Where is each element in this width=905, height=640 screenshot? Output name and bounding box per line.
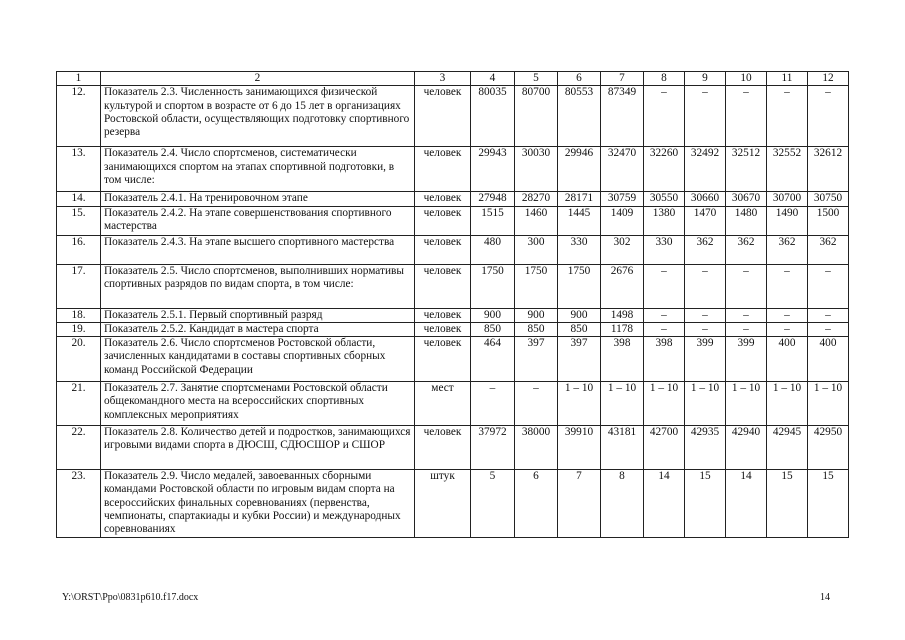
value-cell: – bbox=[808, 308, 849, 322]
value-cell: 30030 bbox=[515, 147, 558, 192]
value-cell: – bbox=[808, 264, 849, 308]
value-cell: – bbox=[644, 86, 685, 147]
header-cell: 6 bbox=[558, 72, 601, 86]
value-cell: 30750 bbox=[808, 192, 849, 206]
value-cell: – bbox=[767, 264, 808, 308]
page-number: 14 bbox=[820, 592, 830, 603]
row-number: 16. bbox=[57, 235, 101, 264]
value-cell: 400 bbox=[808, 337, 849, 382]
unit-cell: человек bbox=[415, 206, 471, 235]
value-cell: – bbox=[726, 308, 767, 322]
value-cell: 398 bbox=[644, 337, 685, 382]
value-cell: 300 bbox=[515, 235, 558, 264]
value-cell: – bbox=[767, 308, 808, 322]
value-cell: 1380 bbox=[644, 206, 685, 235]
table-row bbox=[57, 206, 849, 235]
value-cell: 399 bbox=[685, 337, 726, 382]
value-cell: 30550 bbox=[644, 192, 685, 206]
value-cell: 30700 bbox=[767, 192, 808, 206]
value-cell: 900 bbox=[471, 308, 515, 322]
value-cell: 464 bbox=[471, 337, 515, 382]
value-cell: 7 bbox=[558, 470, 601, 537]
value-cell: 398 bbox=[601, 337, 644, 382]
value-cell: 330 bbox=[558, 235, 601, 264]
table-row bbox=[57, 322, 849, 336]
indicator-description: Показатель 2.4.3. На этапе высшего спортивного мастерства bbox=[101, 235, 415, 264]
value-cell: 1470 bbox=[685, 206, 726, 235]
indicator-description: Показатель 2.8. Количество детей и подростков, занимающихся игровыми видами спорта в ДЮСШ, СДЮСШОР и СШОР bbox=[101, 426, 415, 470]
value-cell: 1480 bbox=[726, 206, 767, 235]
value-cell: – bbox=[767, 322, 808, 336]
indicator-description: Показатель 2.6. Число спортсменов Ростовской области, зачисленных кандидатами в составы спортивных сборных команд Российской Федерации bbox=[101, 337, 415, 382]
row-number: 17. bbox=[57, 264, 101, 308]
value-cell: 1 – 10 bbox=[767, 382, 808, 426]
unit-cell: человек bbox=[415, 322, 471, 336]
value-cell: 1 – 10 bbox=[726, 382, 767, 426]
value-cell: 397 bbox=[558, 337, 601, 382]
value-cell: 362 bbox=[767, 235, 808, 264]
value-cell: 399 bbox=[726, 337, 767, 382]
unit-cell: мест bbox=[415, 382, 471, 426]
indicator-description: Показатель 2.4.1. На тренировочном этапе bbox=[101, 192, 415, 206]
value-cell: 37972 bbox=[471, 426, 515, 470]
value-cell: 850 bbox=[558, 322, 601, 336]
value-cell: 362 bbox=[726, 235, 767, 264]
header-cell: 12 bbox=[808, 72, 849, 86]
value-cell: – bbox=[644, 264, 685, 308]
indicator-description: Показатель 2.5. Число спортсменов, выполнивших нормативы спортивных разрядов по видам спорта, в том числе: bbox=[101, 264, 415, 308]
value-cell: – bbox=[767, 86, 808, 147]
file-path: Y:\ORST\Ppo\0831p610.f17.docx bbox=[62, 592, 199, 603]
value-cell: 80035 bbox=[471, 86, 515, 147]
value-cell: 1498 bbox=[601, 308, 644, 322]
value-cell: 2676 bbox=[601, 264, 644, 308]
value-cell: 14 bbox=[726, 470, 767, 537]
value-cell: 1460 bbox=[515, 206, 558, 235]
indicator-description: Показатель 2.9. Число медалей, завоеванных сборными командами Ростовской области по игровым видам спорта на всероссийских финальных соревнованиях (первенства, чемпионаты, спартакиады и кубки России) и международных соревнованиях bbox=[101, 470, 415, 537]
value-cell: 1445 bbox=[558, 206, 601, 235]
value-cell: 1750 bbox=[515, 264, 558, 308]
value-cell: 8 bbox=[601, 470, 644, 537]
unit-cell: человек bbox=[415, 86, 471, 147]
header-cell: 1 bbox=[57, 72, 101, 86]
row-number: 12. bbox=[57, 86, 101, 147]
unit-cell: человек bbox=[415, 192, 471, 206]
value-cell: 400 bbox=[767, 337, 808, 382]
value-cell: 1490 bbox=[767, 206, 808, 235]
row-number: 22. bbox=[57, 426, 101, 470]
value-cell: 43181 bbox=[601, 426, 644, 470]
value-cell: 15 bbox=[685, 470, 726, 537]
value-cell: 1 – 10 bbox=[685, 382, 726, 426]
row-number: 20. bbox=[57, 337, 101, 382]
value-cell: – bbox=[726, 264, 767, 308]
value-cell: – bbox=[685, 86, 726, 147]
table-row bbox=[57, 264, 849, 308]
table-body bbox=[57, 72, 849, 538]
value-cell: 1 – 10 bbox=[558, 382, 601, 426]
value-cell: 80700 bbox=[515, 86, 558, 147]
value-cell: 397 bbox=[515, 337, 558, 382]
table-row bbox=[57, 470, 849, 537]
table-row bbox=[57, 235, 849, 264]
value-cell: 850 bbox=[515, 322, 558, 336]
value-cell: 6 bbox=[515, 470, 558, 537]
indicator-description: Показатель 2.4. Число спортсменов, систематически занимающихся спортом на этапах спортивной подготовки, в том числе: bbox=[101, 147, 415, 192]
value-cell: 87349 bbox=[601, 86, 644, 147]
value-cell: 1 – 10 bbox=[644, 382, 685, 426]
header-cell: 2 bbox=[101, 72, 415, 86]
value-cell: 42940 bbox=[726, 426, 767, 470]
value-cell: 1750 bbox=[471, 264, 515, 308]
indicator-description: Показатель 2.4.2. На этапе совершенствования спортивного мастерства bbox=[101, 206, 415, 235]
indicator-description: Показатель 2.5.2. Кандидат в мастера спорта bbox=[101, 322, 415, 336]
value-cell: – bbox=[644, 308, 685, 322]
unit-cell: человек bbox=[415, 235, 471, 264]
value-cell: 32512 bbox=[726, 147, 767, 192]
value-cell: 30670 bbox=[726, 192, 767, 206]
table-row bbox=[57, 337, 849, 382]
value-cell: – bbox=[726, 86, 767, 147]
value-cell: 900 bbox=[515, 308, 558, 322]
value-cell: 32470 bbox=[601, 147, 644, 192]
value-cell: 80553 bbox=[558, 86, 601, 147]
indicator-description: Показатель 2.5.1. Первый спортивный разряд bbox=[101, 308, 415, 322]
value-cell: 30660 bbox=[685, 192, 726, 206]
table-row bbox=[57, 382, 849, 426]
table-row bbox=[57, 86, 849, 147]
value-cell: 42950 bbox=[808, 426, 849, 470]
header-cell: 10 bbox=[726, 72, 767, 86]
value-cell: 32260 bbox=[644, 147, 685, 192]
indicator-description: Показатель 2.3. Численность занимающихся физической культурой и спортом в возрасте от 6 до 15 лет в организациях Ростовской области, осуществляющих подготовку спортивного резерва bbox=[101, 86, 415, 147]
value-cell: 30759 bbox=[601, 192, 644, 206]
value-cell: 1515 bbox=[471, 206, 515, 235]
value-cell: 1409 bbox=[601, 206, 644, 235]
value-cell: 1500 bbox=[808, 206, 849, 235]
value-cell: 1 – 10 bbox=[601, 382, 644, 426]
header-row bbox=[57, 72, 849, 86]
row-number: 14. bbox=[57, 192, 101, 206]
value-cell: – bbox=[808, 322, 849, 336]
unit-cell: человек bbox=[415, 147, 471, 192]
value-cell: 38000 bbox=[515, 426, 558, 470]
unit-cell: человек bbox=[415, 264, 471, 308]
table-row bbox=[57, 147, 849, 192]
header-cell: 11 bbox=[767, 72, 808, 86]
table-row bbox=[57, 426, 849, 470]
value-cell: 28171 bbox=[558, 192, 601, 206]
row-number: 18. bbox=[57, 308, 101, 322]
value-cell: 15 bbox=[767, 470, 808, 537]
value-cell: 27948 bbox=[471, 192, 515, 206]
value-cell: – bbox=[726, 322, 767, 336]
value-cell: – bbox=[685, 322, 726, 336]
unit-cell: человек bbox=[415, 337, 471, 382]
value-cell: – bbox=[644, 322, 685, 336]
value-cell: 302 bbox=[601, 235, 644, 264]
value-cell: 32492 bbox=[685, 147, 726, 192]
header-cell: 7 bbox=[601, 72, 644, 86]
value-cell: 850 bbox=[471, 322, 515, 336]
row-number: 13. bbox=[57, 147, 101, 192]
value-cell: 1750 bbox=[558, 264, 601, 308]
header-cell: 4 bbox=[471, 72, 515, 86]
value-cell: – bbox=[685, 264, 726, 308]
table-row bbox=[57, 192, 849, 206]
indicator-description: Показатель 2.7. Занятие спортсменами Ростовской области общекомандного места на всероссийских спортивных комплексных мероприятиях bbox=[101, 382, 415, 426]
value-cell: 480 bbox=[471, 235, 515, 264]
value-cell: 32552 bbox=[767, 147, 808, 192]
header-cell: 5 bbox=[515, 72, 558, 86]
unit-cell: человек bbox=[415, 308, 471, 322]
value-cell: 15 bbox=[808, 470, 849, 537]
unit-cell: человек bbox=[415, 426, 471, 470]
value-cell: – bbox=[685, 308, 726, 322]
value-cell: 1 – 10 bbox=[808, 382, 849, 426]
row-number: 21. bbox=[57, 382, 101, 426]
value-cell: 5 bbox=[471, 470, 515, 537]
header-cell: 3 bbox=[415, 72, 471, 86]
row-number: 19. bbox=[57, 322, 101, 336]
value-cell: 362 bbox=[685, 235, 726, 264]
value-cell: – bbox=[515, 382, 558, 426]
value-cell: 32612 bbox=[808, 147, 849, 192]
value-cell: 900 bbox=[558, 308, 601, 322]
value-cell: 42935 bbox=[685, 426, 726, 470]
value-cell: 28270 bbox=[515, 192, 558, 206]
table-row bbox=[57, 308, 849, 322]
value-cell: 330 bbox=[644, 235, 685, 264]
value-cell: 14 bbox=[644, 470, 685, 537]
header-cell: 9 bbox=[685, 72, 726, 86]
value-cell: 42700 bbox=[644, 426, 685, 470]
row-number: 15. bbox=[57, 206, 101, 235]
value-cell: 42945 bbox=[767, 426, 808, 470]
value-cell: 29943 bbox=[471, 147, 515, 192]
value-cell: 1178 bbox=[601, 322, 644, 336]
value-cell: 29946 bbox=[558, 147, 601, 192]
value-cell: – bbox=[471, 382, 515, 426]
header-cell: 8 bbox=[644, 72, 685, 86]
indicators-table bbox=[56, 71, 849, 538]
unit-cell: штук bbox=[415, 470, 471, 537]
value-cell: 362 bbox=[808, 235, 849, 264]
value-cell: 39910 bbox=[558, 426, 601, 470]
row-number: 23. bbox=[57, 470, 101, 537]
value-cell: – bbox=[808, 86, 849, 147]
